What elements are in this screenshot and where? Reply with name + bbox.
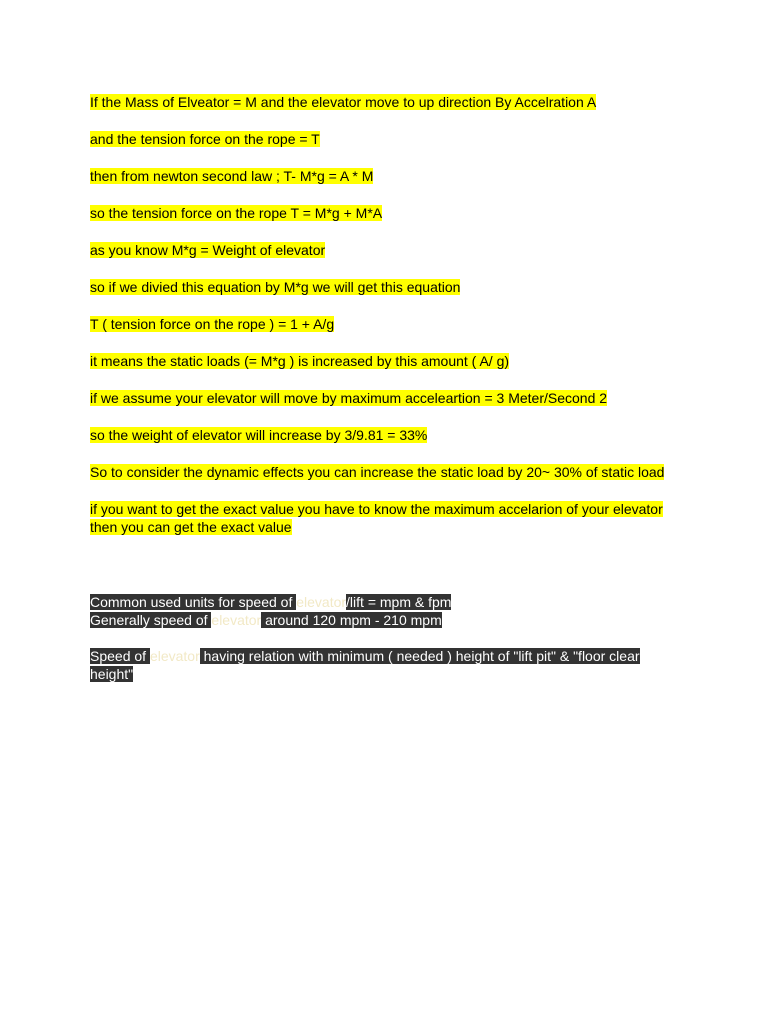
paragraph-9 [90,389,670,407]
paragraph-6 [90,278,670,296]
note-3-after: having relation with minimum ( needed ) height of "lift pit" & "floor clear height" [90,648,640,682]
paragraph-6-text: so if we divied this equation by M*g we will get this equation [90,279,461,295]
note-1-before: Common used units for speed of [90,594,297,610]
paragraph-4 [90,204,670,222]
note-1-after: /lift = mpm & fpm [346,594,452,610]
note-2-keyword: elevator [211,612,262,628]
paragraph-3-text: then from newton second law ; T- M*g = A * M [90,168,374,184]
paragraph-7 [90,315,670,333]
note-1-keyword: elevator [296,594,347,610]
note-1-text [90,594,451,610]
paragraph-3 [90,167,670,185]
paragraph-8-text: it means the static loads (= M*g ) is increased by this amount ( A/ g) [90,353,510,369]
note-2-before: Generally speed of [90,612,212,628]
paragraph-2-text: and the tension force on the rope = T [90,131,320,147]
dark-highlighted-notes [90,593,670,683]
paragraph-4-text: so the tension force on the rope T = M*g + M*A [90,205,383,221]
paragraph-2 [90,130,670,148]
paragraph-12-text: if you want to get the exact value you have to know the maximum accelarion of your elevator then you can get the exact value [90,501,663,535]
paragraph-1-text: If the Mass of Elveator = M and the elevator move to up direction By Accelration A [90,94,597,110]
paragraph-10 [90,426,670,444]
note-1 [90,593,670,611]
note-2 [90,611,670,629]
note-2-after: around 120 mpm - 210 mpm [261,612,442,628]
paragraph-10-text: so the weight of elevator will increase by 3/9.81 = 33% [90,427,428,443]
paragraph-5-text: as you know M*g = Weight of elevator [90,242,326,258]
paragraph-11 [90,463,670,481]
paragraph-5 [90,241,670,259]
paragraph-11-text: So to consider the dynamic effects you can increase the static load by 20~ 30% of static load [90,464,665,480]
paragraph-1 [90,93,670,111]
note-3-before: Speed of [90,648,150,664]
highlighted-paragraphs [90,93,670,555]
paragraph-7-text: T ( tension force on the rope ) = 1 + A/g [90,316,335,332]
paragraph-12 [90,500,670,536]
note-2-text [90,612,442,628]
note-3 [90,647,670,683]
note-3-keyword: elevator [149,648,200,664]
paragraph-9-text: if we assume your elevator will move by maximum acceleartion = 3 Meter/Second 2 [90,390,608,406]
note-3-text [90,648,640,682]
paragraph-8 [90,352,670,370]
